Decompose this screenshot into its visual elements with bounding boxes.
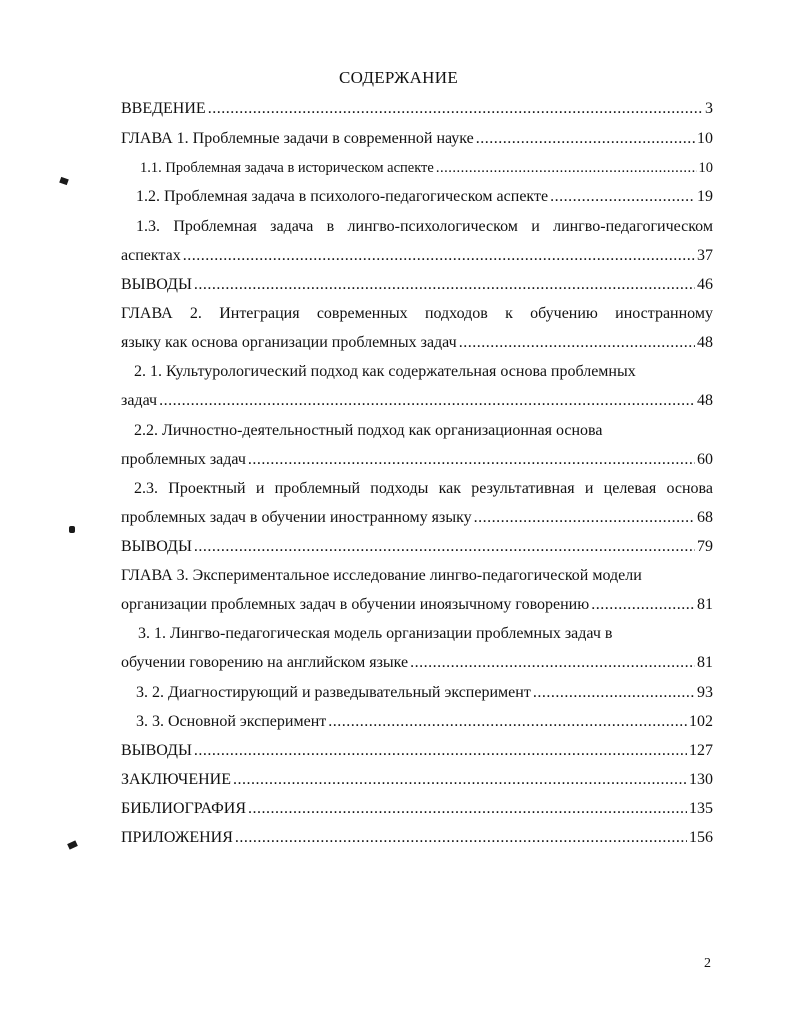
toc-entry-section-2-3-line1[interactable]: 2.3. Проектный и проблемный подходы как результативная и целевая основа [134,480,713,497]
page-number: 2 [704,956,711,971]
leader-dots [328,711,687,733]
toc-page: 10 [698,160,713,176]
toc-label: ВЫВОДЫ [121,538,192,555]
toc-entry-section-3-1-line2[interactable] [121,652,713,674]
toc-label: организации проблемных задач в обучении иноязычному говорению [121,596,590,613]
toc-page: 79 [697,538,713,555]
toc-label: 1.2. Проблемная задача в психолого-педагогическом аспекте [136,188,549,205]
toc-label: языку как основа организации проблемных задач [121,334,457,351]
leader-dots [591,594,695,616]
toc-page: 127 [689,742,713,759]
leader-dots [476,128,695,150]
leader-dots [474,507,695,529]
toc-entry-chapter-2-line2[interactable] [121,332,713,354]
toc-page: 130 [689,771,713,788]
toc-label: 1.1. Проблемная задача в историческом аспекте [140,160,434,176]
scan-speck [59,177,69,185]
toc-page: 156 [689,829,713,846]
toc-entry-chapter-3-line1[interactable]: ГЛАВА 3. Экспериментальное исследование лингво-педагогической модели [121,567,642,584]
toc-label: ЗАКЛЮЧЕНИЕ [121,771,231,788]
leader-dots [233,769,687,791]
toc-label: ПРИЛОЖЕНИЯ [121,829,233,846]
toc-entry-section-3-3[interactable] [136,711,713,733]
toc-entry-section-2-2-line2[interactable] [121,449,713,471]
leader-dots [436,157,697,179]
toc-label: 3. 2. Диагностирующий и разведывательный эксперимент [136,684,531,701]
toc-entry-chapter-3-line2[interactable] [121,594,713,616]
toc-entry-section-3-2[interactable] [136,682,713,704]
toc-label: ВЫВОДЫ [121,276,192,293]
toc-entry-conclusions-3[interactable] [121,740,713,762]
toc-label: БИБЛИОГРАФИЯ [121,800,247,817]
leader-dots [550,186,695,208]
toc-entry-bibliography[interactable] [121,798,713,820]
toc-page: 19 [697,188,713,205]
toc-label: ГЛАВА 1. Проблемные задачи в современной науке [121,130,474,147]
toc-entry-section-2-2-line1[interactable]: 2.2. Личностно-деятельностный подход как организационная основа [134,422,603,439]
toc-page: 48 [697,334,713,351]
toc-entry-conclusion[interactable] [121,769,713,791]
toc-entry-introduction[interactable] [121,98,713,120]
toc-page: 81 [697,654,713,671]
toc-entry-section-1-3-line2[interactable] [121,245,713,267]
toc-label: обучении говорению на английском языке [121,654,409,671]
toc-page: 135 [689,800,713,817]
leader-dots [248,449,695,471]
toc-page: 60 [697,451,713,468]
toc-entry-chapter-1[interactable] [121,128,713,150]
toc-page: 68 [697,509,713,526]
leader-dots [533,682,695,704]
toc-entry-conclusions-2[interactable] [121,536,713,558]
toc-label: аспектах [121,247,181,264]
toc-page: 48 [697,392,713,409]
toc-entry-section-3-1-line1[interactable]: 3. 1. Лингво-педагогическая модель организации проблемных задач в [138,625,613,642]
leader-dots [194,536,695,558]
leader-dots [194,740,687,762]
toc-label: ВЫВОДЫ [121,742,192,759]
toc-label: задач [121,392,158,409]
toc-entry-section-2-3-line2[interactable] [121,507,713,529]
toc-label: проблемных задач [121,451,246,468]
leader-dots [235,827,687,849]
toc-label: ВВЕДЕНИЕ [121,100,206,117]
toc-page: 3 [705,100,713,117]
page-title: СОДЕРЖАНИЕ [338,68,459,87]
toc-page: 102 [689,713,713,730]
toc-page: 37 [697,247,713,264]
toc-page: 93 [697,684,713,701]
toc-entry-section-1-1[interactable] [140,157,713,179]
toc-entry-chapter-2-line1[interactable]: ГЛАВА 2. Интеграция современных подходов к обучению иностранному [121,305,713,322]
toc-entry-section-2-1-line2[interactable] [121,390,713,412]
leader-dots [410,652,695,674]
toc-entry-section-1-3-line1[interactable]: 1.3. Проблемная задача в лингво-психологическом и лингво-педагогическом [136,218,713,235]
leader-dots [208,98,703,120]
toc-page: 81 [697,596,713,613]
toc-label: 3. 3. Основной эксперимент [136,713,327,730]
toc-entry-section-2-1-line1[interactable]: 2. 1. Культурологический подход как содержательная основа проблемных [134,363,636,380]
toc-entry-conclusions-1[interactable] [121,274,713,296]
toc-page: 10 [697,130,713,147]
leader-dots [159,390,695,412]
leader-dots [459,332,695,354]
scan-speck [69,526,75,533]
toc-page: 46 [697,276,713,293]
scan-speck [67,840,78,849]
toc-entry-section-1-2[interactable] [136,186,713,208]
toc-entry-appendices[interactable] [121,827,713,849]
leader-dots [183,245,695,267]
leader-dots [194,274,695,296]
toc-label: проблемных задач в обучении иностранному языку [121,509,472,526]
leader-dots [248,798,687,820]
